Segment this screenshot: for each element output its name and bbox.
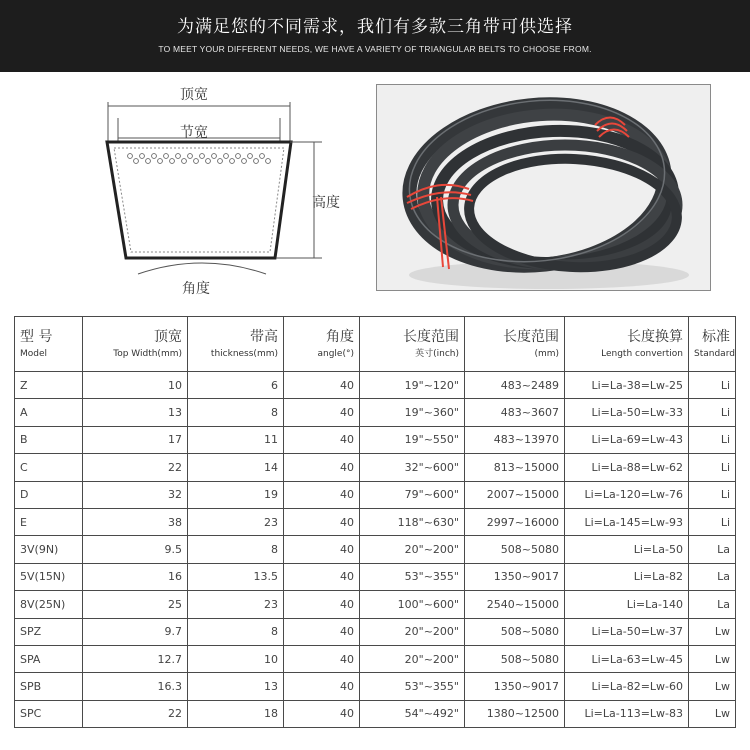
col-header-model: 型 号 Model bbox=[15, 317, 83, 372]
cell-conversion: Li=La-113=Lw-83 bbox=[565, 700, 689, 727]
col-header-conversion: 长度换算 Length convertion bbox=[565, 317, 689, 372]
cell-thickness: 18 bbox=[188, 700, 284, 727]
cell-conversion: Li=La-82=Lw-60 bbox=[565, 673, 689, 700]
cell-model: Z bbox=[15, 372, 83, 399]
cell-thickness: 11 bbox=[188, 426, 284, 453]
cell-angle: 40 bbox=[284, 700, 360, 727]
table-body bbox=[15, 372, 736, 728]
cell-standard: Lw bbox=[689, 673, 736, 700]
cell-length-mm: 2007~15000 bbox=[465, 481, 565, 508]
cell-thickness: 8 bbox=[188, 399, 284, 426]
cell-top-width: 12.7 bbox=[83, 645, 188, 672]
cell-model: SPB bbox=[15, 673, 83, 700]
cell-angle: 40 bbox=[284, 591, 360, 618]
cell-model: B bbox=[15, 426, 83, 453]
table-row bbox=[15, 454, 736, 481]
table-row bbox=[15, 673, 736, 700]
cell-top-width: 10 bbox=[83, 372, 188, 399]
cell-length-mm: 2997~16000 bbox=[465, 508, 565, 535]
cell-length-inch: 20"~200" bbox=[360, 645, 465, 672]
cell-angle: 40 bbox=[284, 563, 360, 590]
cell-top-width: 32 bbox=[83, 481, 188, 508]
cell-length-mm: 1350~9017 bbox=[465, 563, 565, 590]
cell-length-mm: 483~13970 bbox=[465, 426, 565, 453]
cell-length-mm: 813~15000 bbox=[465, 454, 565, 481]
cell-conversion: Li=La-69=Lw-43 bbox=[565, 426, 689, 453]
coiled-belt-image bbox=[377, 85, 710, 290]
cell-angle: 40 bbox=[284, 399, 360, 426]
table-row bbox=[15, 618, 736, 645]
cell-top-width: 9.5 bbox=[83, 536, 188, 563]
cell-conversion: Li=La-50=Lw-37 bbox=[565, 618, 689, 645]
cell-conversion: Li=La-50 bbox=[565, 536, 689, 563]
cell-thickness: 19 bbox=[188, 481, 284, 508]
table-row bbox=[15, 508, 736, 535]
cell-length-inch: 20"~200" bbox=[360, 618, 465, 645]
cell-thickness: 23 bbox=[188, 508, 284, 535]
cell-length-inch: 19"~360" bbox=[360, 399, 465, 426]
cell-standard: Li bbox=[689, 399, 736, 426]
cell-thickness: 8 bbox=[188, 618, 284, 645]
cell-angle: 40 bbox=[284, 454, 360, 481]
header-banner bbox=[0, 0, 750, 72]
cell-length-mm: 483~3607 bbox=[465, 399, 565, 426]
table-header bbox=[15, 317, 736, 372]
cell-standard: La bbox=[689, 591, 736, 618]
cell-model: 3V(9N) bbox=[15, 536, 83, 563]
cell-model: C bbox=[15, 454, 83, 481]
cell-angle: 40 bbox=[284, 481, 360, 508]
cell-angle: 40 bbox=[284, 508, 360, 535]
cell-standard: Lw bbox=[689, 700, 736, 727]
height-label: 高度 bbox=[312, 195, 340, 211]
cell-length-inch: 19"~120" bbox=[360, 372, 465, 399]
col-header-length-inch: 长度范围 英寸(inch) bbox=[360, 317, 465, 372]
cell-model: D bbox=[15, 481, 83, 508]
cell-standard: Lw bbox=[689, 645, 736, 672]
angle-label: 角度 bbox=[182, 281, 210, 297]
page-title: 为满足您的不同需求，我们有多款三角带可供选择 bbox=[177, 17, 573, 37]
cell-length-mm: 1350~9017 bbox=[465, 673, 565, 700]
cell-angle: 40 bbox=[284, 536, 360, 563]
col-header-length-mm: 长度范围 (mm) bbox=[465, 317, 565, 372]
cell-standard: Li bbox=[689, 372, 736, 399]
cell-length-inch: 54"~492" bbox=[360, 700, 465, 727]
col-header-thickness: 带高 thickness(mm) bbox=[188, 317, 284, 372]
cell-length-inch: 100"~600" bbox=[360, 591, 465, 618]
cell-thickness: 23 bbox=[188, 591, 284, 618]
cell-angle: 40 bbox=[284, 645, 360, 672]
cell-top-width: 38 bbox=[83, 508, 188, 535]
cell-angle: 40 bbox=[284, 618, 360, 645]
col-header-top-width: 顶宽 Top Width(mm) bbox=[83, 317, 188, 372]
cell-conversion: Li=La-120=Lw-76 bbox=[565, 481, 689, 508]
cell-top-width: 22 bbox=[83, 454, 188, 481]
cell-model: A bbox=[15, 399, 83, 426]
cell-length-inch: 118"~630" bbox=[360, 508, 465, 535]
table-row bbox=[15, 591, 736, 618]
cell-top-width: 16.3 bbox=[83, 673, 188, 700]
cell-standard: Lw bbox=[689, 618, 736, 645]
page-subtitle: TO MEET YOUR DIFFERENT NEEDS, WE HAVE A VARIETY OF TRIANGULAR BELTS TO CHOOSE FROM. bbox=[158, 44, 592, 54]
cell-thickness: 13.5 bbox=[188, 563, 284, 590]
cell-top-width: 13 bbox=[83, 399, 188, 426]
cell-model: SPZ bbox=[15, 618, 83, 645]
cell-thickness: 10 bbox=[188, 645, 284, 672]
cell-length-inch: 20"~200" bbox=[360, 536, 465, 563]
col-header-angle: 角度 angle(°) bbox=[284, 317, 360, 372]
cell-length-inch: 32"~600" bbox=[360, 454, 465, 481]
cell-angle: 40 bbox=[284, 426, 360, 453]
cell-conversion: Li=La-145=Lw-93 bbox=[565, 508, 689, 535]
cell-length-inch: 53"~355" bbox=[360, 563, 465, 590]
table-row bbox=[15, 563, 736, 590]
table-row bbox=[15, 426, 736, 453]
cell-thickness: 13 bbox=[188, 673, 284, 700]
col-header-standard: 标准 Standard bbox=[689, 317, 736, 372]
cell-length-mm: 2540~15000 bbox=[465, 591, 565, 618]
cell-model: E bbox=[15, 508, 83, 535]
cell-length-mm: 1380~12500 bbox=[465, 700, 565, 727]
cell-top-width: 9.7 bbox=[83, 618, 188, 645]
cell-standard: Li bbox=[689, 454, 736, 481]
cell-angle: 40 bbox=[284, 673, 360, 700]
cell-top-width: 25 bbox=[83, 591, 188, 618]
cell-length-inch: 19"~550" bbox=[360, 426, 465, 453]
cell-top-width: 17 bbox=[83, 426, 188, 453]
table-row bbox=[15, 399, 736, 426]
cell-conversion: Li=La-140 bbox=[565, 591, 689, 618]
top-width-label: 顶宽 bbox=[180, 87, 208, 103]
cell-length-mm: 483~2489 bbox=[465, 372, 565, 399]
cell-standard: Li bbox=[689, 508, 736, 535]
cell-length-mm: 508~5080 bbox=[465, 536, 565, 563]
table-row bbox=[15, 481, 736, 508]
cell-standard: Li bbox=[689, 426, 736, 453]
cell-conversion: Li=La-38=Lw-25 bbox=[565, 372, 689, 399]
cell-thickness: 8 bbox=[188, 536, 284, 563]
cell-model: 5V(15N) bbox=[15, 563, 83, 590]
table-row bbox=[15, 700, 736, 727]
cell-angle: 40 bbox=[284, 372, 360, 399]
cell-length-inch: 53"~355" bbox=[360, 673, 465, 700]
cell-standard: Li bbox=[689, 481, 736, 508]
product-photo bbox=[376, 84, 711, 291]
cell-length-inch: 79"~600" bbox=[360, 481, 465, 508]
cell-conversion: Li=La-82 bbox=[565, 563, 689, 590]
cell-thickness: 6 bbox=[188, 372, 284, 399]
table-row bbox=[15, 536, 736, 563]
cell-length-mm: 508~5080 bbox=[465, 618, 565, 645]
pitch-width-label: 节宽 bbox=[180, 125, 208, 141]
cell-model: 8V(25N) bbox=[15, 591, 83, 618]
cell-top-width: 22 bbox=[83, 700, 188, 727]
cell-standard: La bbox=[689, 536, 736, 563]
table-row bbox=[15, 645, 736, 672]
table-row bbox=[15, 372, 736, 399]
cell-conversion: Li=La-50=Lw-33 bbox=[565, 399, 689, 426]
cell-conversion: Li=La-63=Lw-45 bbox=[565, 645, 689, 672]
cell-conversion: Li=La-88=Lw-62 bbox=[565, 454, 689, 481]
cell-model: SPA bbox=[15, 645, 83, 672]
cell-top-width: 16 bbox=[83, 563, 188, 590]
spec-table bbox=[14, 316, 736, 728]
cell-thickness: 14 bbox=[188, 454, 284, 481]
cell-standard: La bbox=[689, 563, 736, 590]
cell-model: SPC bbox=[15, 700, 83, 727]
cell-length-mm: 508~5080 bbox=[465, 645, 565, 672]
belt-cross-section-diagram bbox=[90, 82, 370, 302]
